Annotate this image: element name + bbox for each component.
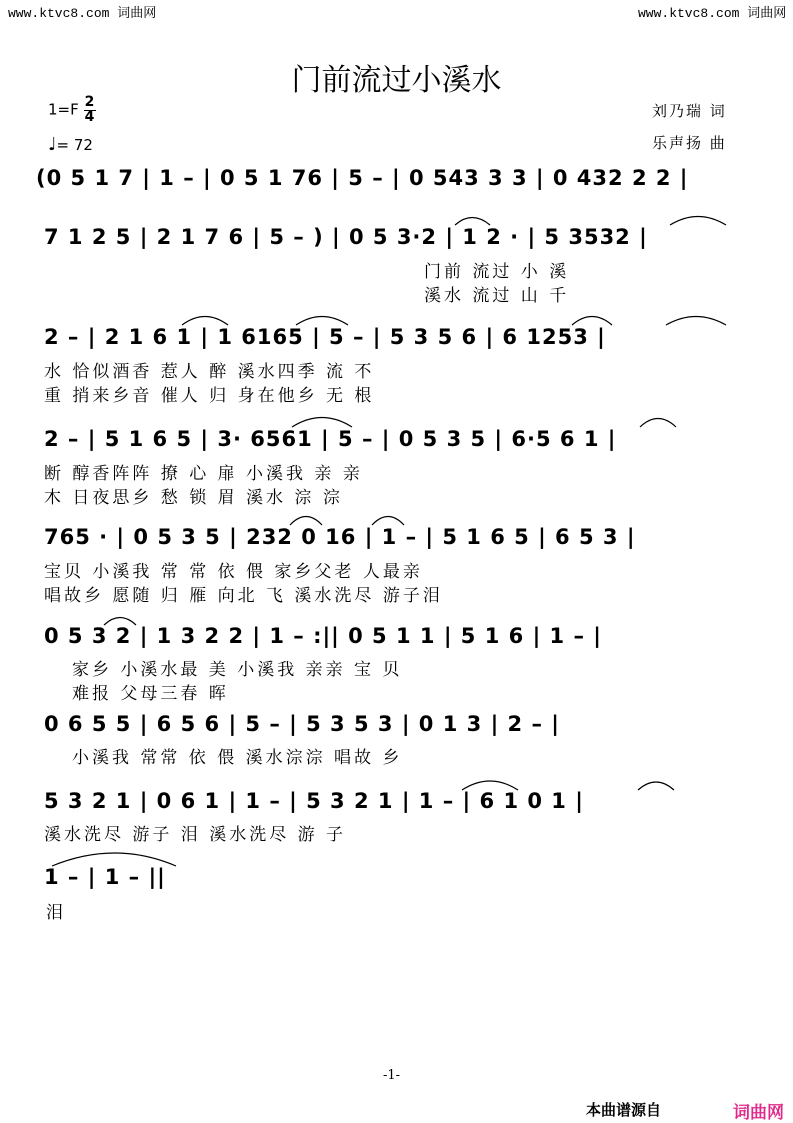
quarter-note-icon: ♩ <box>48 134 57 155</box>
watermark-left: www.ktvc8.com 词曲网 <box>8 6 157 21</box>
tempo-value: = 72 <box>56 136 93 154</box>
notation-line-1: (0 5 1 7 | 1 – | 0 5 1 76 | 5 – | 0 543 3 3 | 0 432 2 2 | <box>36 166 689 190</box>
time-top: 2 <box>84 94 95 110</box>
lyric-line-5-verse-1: 家乡 小溪水最 美 小溪我 亲亲 宝 贝 <box>72 660 403 680</box>
notation-line-8: 5 3 2 1 | 0 6 1 | 1 – | 5 3 2 1 | 1 – | 6 1 0 1 | <box>44 789 584 813</box>
lyric-line-3-verse-2: 木 日夜思乡 愁 锁 眉 溪水 淙 淙 <box>44 488 343 508</box>
lyric-line-7: 溪水洗尽 游子 泪 溪水洗尽 游 子 <box>44 825 347 845</box>
time-bottom: 4 <box>84 109 95 125</box>
lyric-line-4-verse-2: 唱故乡 愿随 归 雁 向北 飞 溪水洗尽 游子泪 <box>44 586 443 606</box>
watermark-right: www.ktvc8.com 词曲网 <box>638 6 787 21</box>
notation-line-3: 2 – | 2 1 6 1 | 1 6165 | 5 – | 5 3 5 6 | 6 1253 | <box>44 325 606 349</box>
notation-line-2: 7 1 2 5 | 2 1 7 6 | 5 – ) | 0 5 3·2 | 1 2 · | 5 3532 | <box>44 225 648 249</box>
notation-line-9: 1 – | 1 – || <box>44 865 166 889</box>
song-title: 门前流过小溪水 <box>291 63 502 98</box>
lyricist-credit: 刘乃瑞 词 <box>652 102 727 120</box>
notation-line-5: 765 · | 0 5 3 5 | 232 0 16 | 1 – | 5 1 6 5 | 6 5 3 | <box>44 525 636 549</box>
lyric-line-6: 小溪我 常常 依 偎 溪水淙淙 唱故 乡 <box>72 748 403 768</box>
lyric-line-3-verse-1: 断 醇香阵阵 撩 心 扉 小溪我 亲 亲 <box>44 464 363 484</box>
lyric-line-5-verse-2: 难报 父母三春 晖 <box>72 684 229 704</box>
lyric-line-1-verse-2: 溪水 流过 山 千 <box>424 286 570 306</box>
composer-credit: 乐声扬 曲 <box>652 134 727 152</box>
footer-brand-logo: 词曲网 <box>733 1103 784 1123</box>
lyric-line-2-verse-1: 水 恰似酒香 惹人 醉 溪水四季 流 不 <box>44 362 375 382</box>
lyric-line-2-verse-2: 重 捎来乡音 催人 归 身在他乡 无 根 <box>44 386 375 406</box>
footer-source-text: 本曲谱源自 <box>586 1101 662 1119</box>
notation-line-7: 0 6 5 5 | 6 5 6 | 5 – | 5 3 5 3 | 0 1 3 | 2 – | <box>44 712 560 736</box>
notation-line-4: 2 – | 5 1 6 5 | 3· 6561 | 5 – | 0 5 3 5 | 6·5 6 1 | <box>44 427 617 451</box>
lyric-line-8: 泪 <box>46 903 66 923</box>
page-number: -1- <box>383 1068 401 1083</box>
lyric-line-4-verse-1: 宝贝 小溪我 常 常 依 偎 家乡父老 人最亲 <box>44 562 423 582</box>
notation-line-6: 0 5 3 2 | 1 3 2 2 | 1 – :|| 0 5 1 1 | 5 1 6 | 1 – | <box>44 624 602 648</box>
key-label: 1=F <box>48 100 79 119</box>
lyric-line-1-verse-1: 门前 流过 小 溪 <box>424 262 570 282</box>
